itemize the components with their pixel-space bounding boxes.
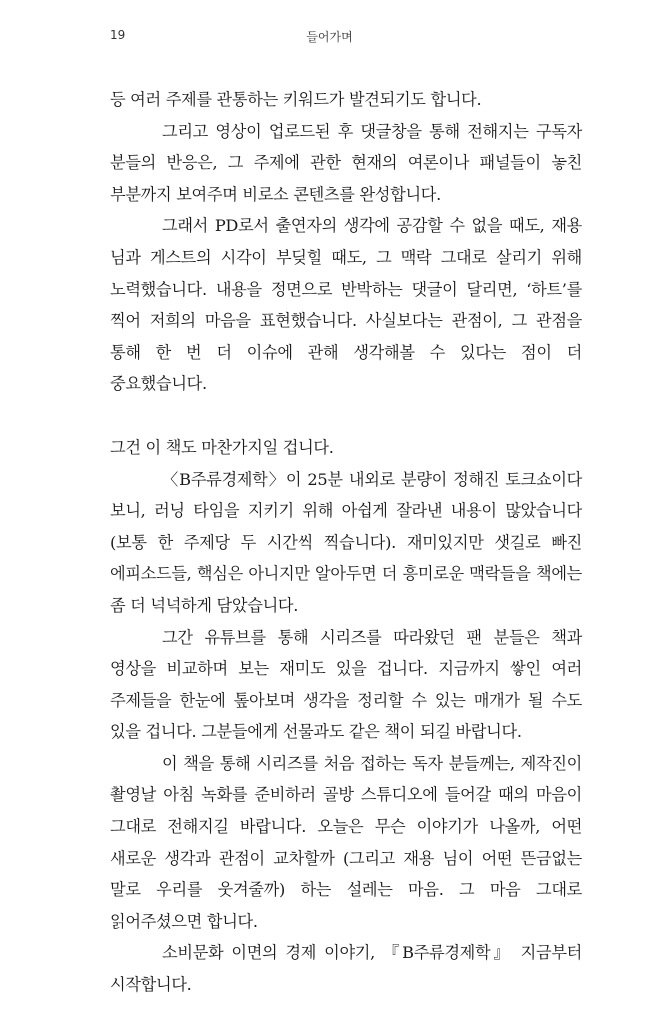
paragraph: 그리고 영상이 업로드된 후 댓글창을 통해 전해지는 구독자 분들의 반응은, 그 주제에 관한 현재의 여론이나 패널들이 놓친 부분까지 보여주며 비로소 콘텐츠를 완성합니다. xyxy=(110,121,582,204)
paragraph: 그래서 PD로서 출연자의 생각에 공감할 수 없을 때도, 재용 님과 게스트의 시각이 부딪힐 때도, 그 맥락 그대로 살리기 위해 노력했습니다. 내용을 정면으로 반박하는 댓글이 달리면, ‘하트’를 찍어 저희의 마음을 표현했습니다. 사실보다는 관점이, 그 관점을 통해 한 번 더 이슈에 관해 생각해볼 수 있다는 점이 더 중요했습니다. xyxy=(110,216,582,394)
running-head: 들어가며 xyxy=(306,30,353,44)
paragraph: 그건 이 책도 마찬가지일 겁니다. xyxy=(110,437,334,457)
paragraph: 그간 유튜브를 통해 시리즈를 따라왔던 팬 분들은 책과 영상을 비교하며 보는 재미도 있을 겁니다. 지금까지 쌓인 여러 주제들을 한눈에 톺아보며 생각을 정리할 수 있는 매개가 될 수도 있을 겁니다. 그분들에게 선물과도 같은 책이 되길 바랍니다. xyxy=(110,627,582,742)
section-1 xyxy=(110,84,582,400)
section-2 xyxy=(110,432,582,1001)
body-text xyxy=(110,84,582,1001)
paragraph: 〈B주류경제학〉이 25분 내외로 분량이 정해진 토크쇼이다 보니, 러닝 타임을 지키기 위해 아쉽게 잘라낸 내용이 많았습니다(보통 한 주제당 두 시간씩 찍습니다). 재미있지만 샛길로 빠진 에피소드들, 핵심은 아니지만 알아두면 더 흥미로운 맥락들을 책에는 좀 더 넉넉하게 담았습니다. xyxy=(110,469,582,615)
page-number: 19 xyxy=(110,28,126,42)
section-break xyxy=(110,400,582,432)
paragraph: 소비문화 이면의 경제 이야기, 『B주류경제학』 지금부터 시작합니다. xyxy=(110,943,582,995)
page-header xyxy=(0,28,659,48)
paragraph: 등 여러 주제를 관통하는 키워드가 발견되기도 합니다. xyxy=(110,90,482,109)
paragraph: 이 책을 통해 시리즈를 처음 접하는 독자 분들께는, 제작진이 촬영날 아침 녹화를 준비하러 골방 스튜디오에 들어갈 때의 마음이 그대로 전해지길 바랍니다. 오늘은 무슨 이야기가 나올까, 어떤 새로운 생각과 관점이 교차할까 (그리고 재용 님이 어떤 뜬금없는 말로 우리를 웃겨줄까) 하는 설레는 마음. 그 마음 그대로 읽어주셨으면 합니다. xyxy=(110,753,582,931)
